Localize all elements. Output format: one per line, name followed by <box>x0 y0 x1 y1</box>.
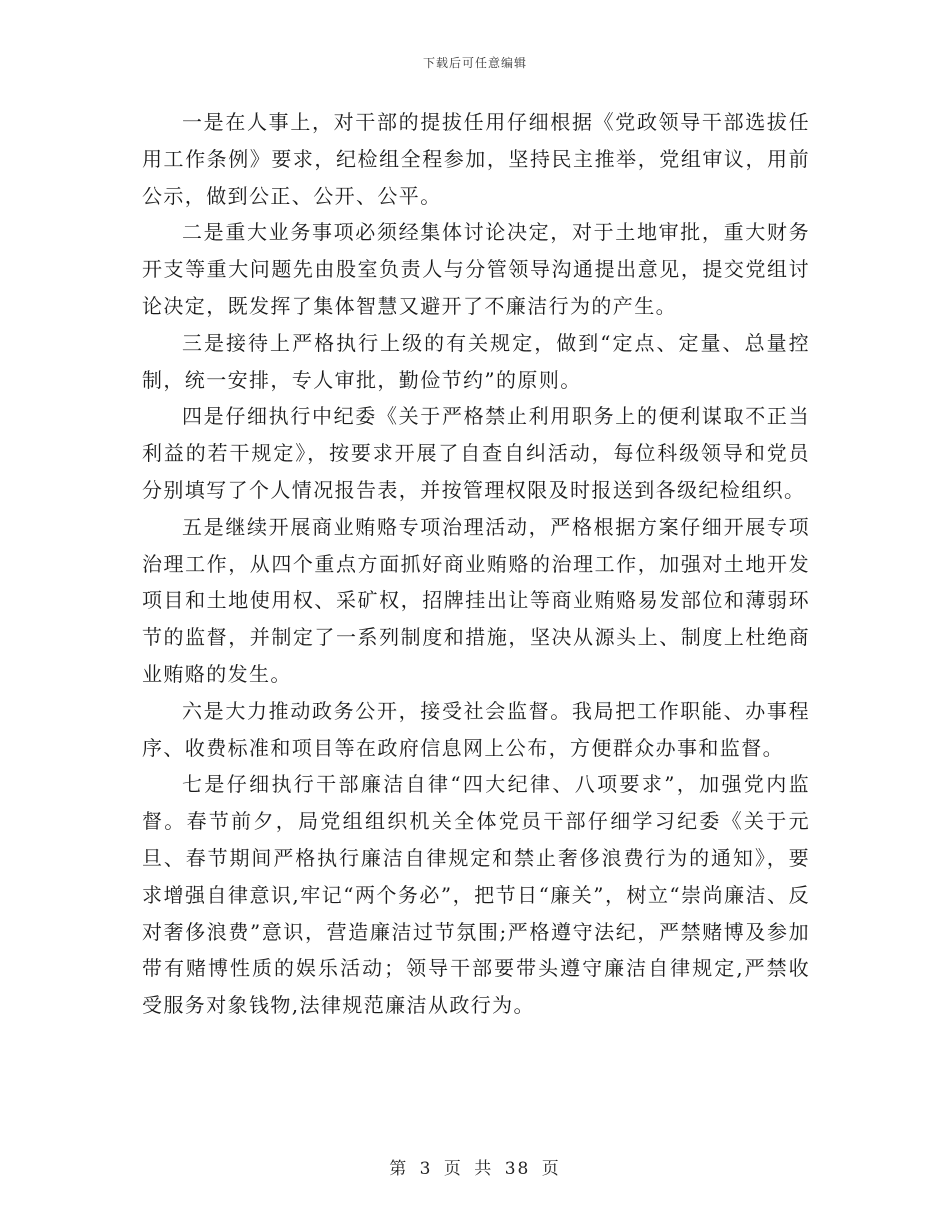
paragraph-open-affairs: 六是大力推动政务公开，接受社会监督。我局把工作职能、办事程序、收费标准和项目等在政府信息网上公布，方便群众办事和监督。 <box>142 698 810 760</box>
paragraph-personnel: 一是在人事上，对干部的提拔任用仔细根据《党政领导干部选拔任用工作条例》要求，纪检组全程参加，坚持民主推举，党组审议，用前公示，做到公正、公开、公平。 <box>142 110 810 208</box>
page-header-note: 下载后可任意编辑 <box>422 56 527 70</box>
paragraph-anti-bribery: 五是继续开展商业贿赂专项治理活动，严格根据方案仔细开展专项治理工作，从四个重点方面抓好商业贿赂的治理工作，加强对土地开发项目和土地使用权、采矿权，招牌挂出让等商业贿赂易发部位和薄弱环节的监督，并制定了一系列制度和措施，坚决从源头上、制度上杜绝商业贿赂的发生。 <box>142 514 810 686</box>
paragraph-major-decisions: 二是重大业务事项必须经集体讨论决定，对于土地审批，重大财务开支等重大问题先由股室负责人与分管领导沟通提出意见，提交党组讨论决定，既发挥了集体智慧又避开了不廉洁行为的产生。 <box>142 220 810 318</box>
paragraph-reception: 三是接待上严格执行上级的有关规定，做到“定点、定量、总量控制，统一安排，专人审批，勤俭节约”的原则。 <box>142 330 810 392</box>
paragraph-self-inspection: 四是仔细执行中纪委《关于严格禁止利用职务上的便利谋取不正当利益的若干规定》，按要求开展了自查自纠活动，每位科级领导和党员分别填写了个人情况报告表，并按管理权限及时报送到各级纪检组织。 <box>142 404 810 502</box>
document-body <box>142 104 810 1024</box>
page-number: 第 3 页 共 38 页 <box>389 1159 561 1179</box>
paragraph-self-discipline: 七是仔细执行干部廉洁自律“四大纪律、八项要求”，加强党内监督。春节前夕，局党组组织机关全体党员干部仔细学习纪委《关于元旦、春节期间严格执行廉洁自律规定和禁止奢侈浪费行为的通知》，要求增强自律意识,牢记“两个务必”，把节日“廉关”，树立“崇尚廉洁、反对奢侈浪费”意识，营造廉洁过节氛围;严格遵守法纪，严禁赌博及参加带有赌博性质的娱乐活动；领导干部要带头遵守廉洁自律规定,严禁收受服务对象钱物,法律规范廉洁从政行为。 <box>142 772 810 1018</box>
